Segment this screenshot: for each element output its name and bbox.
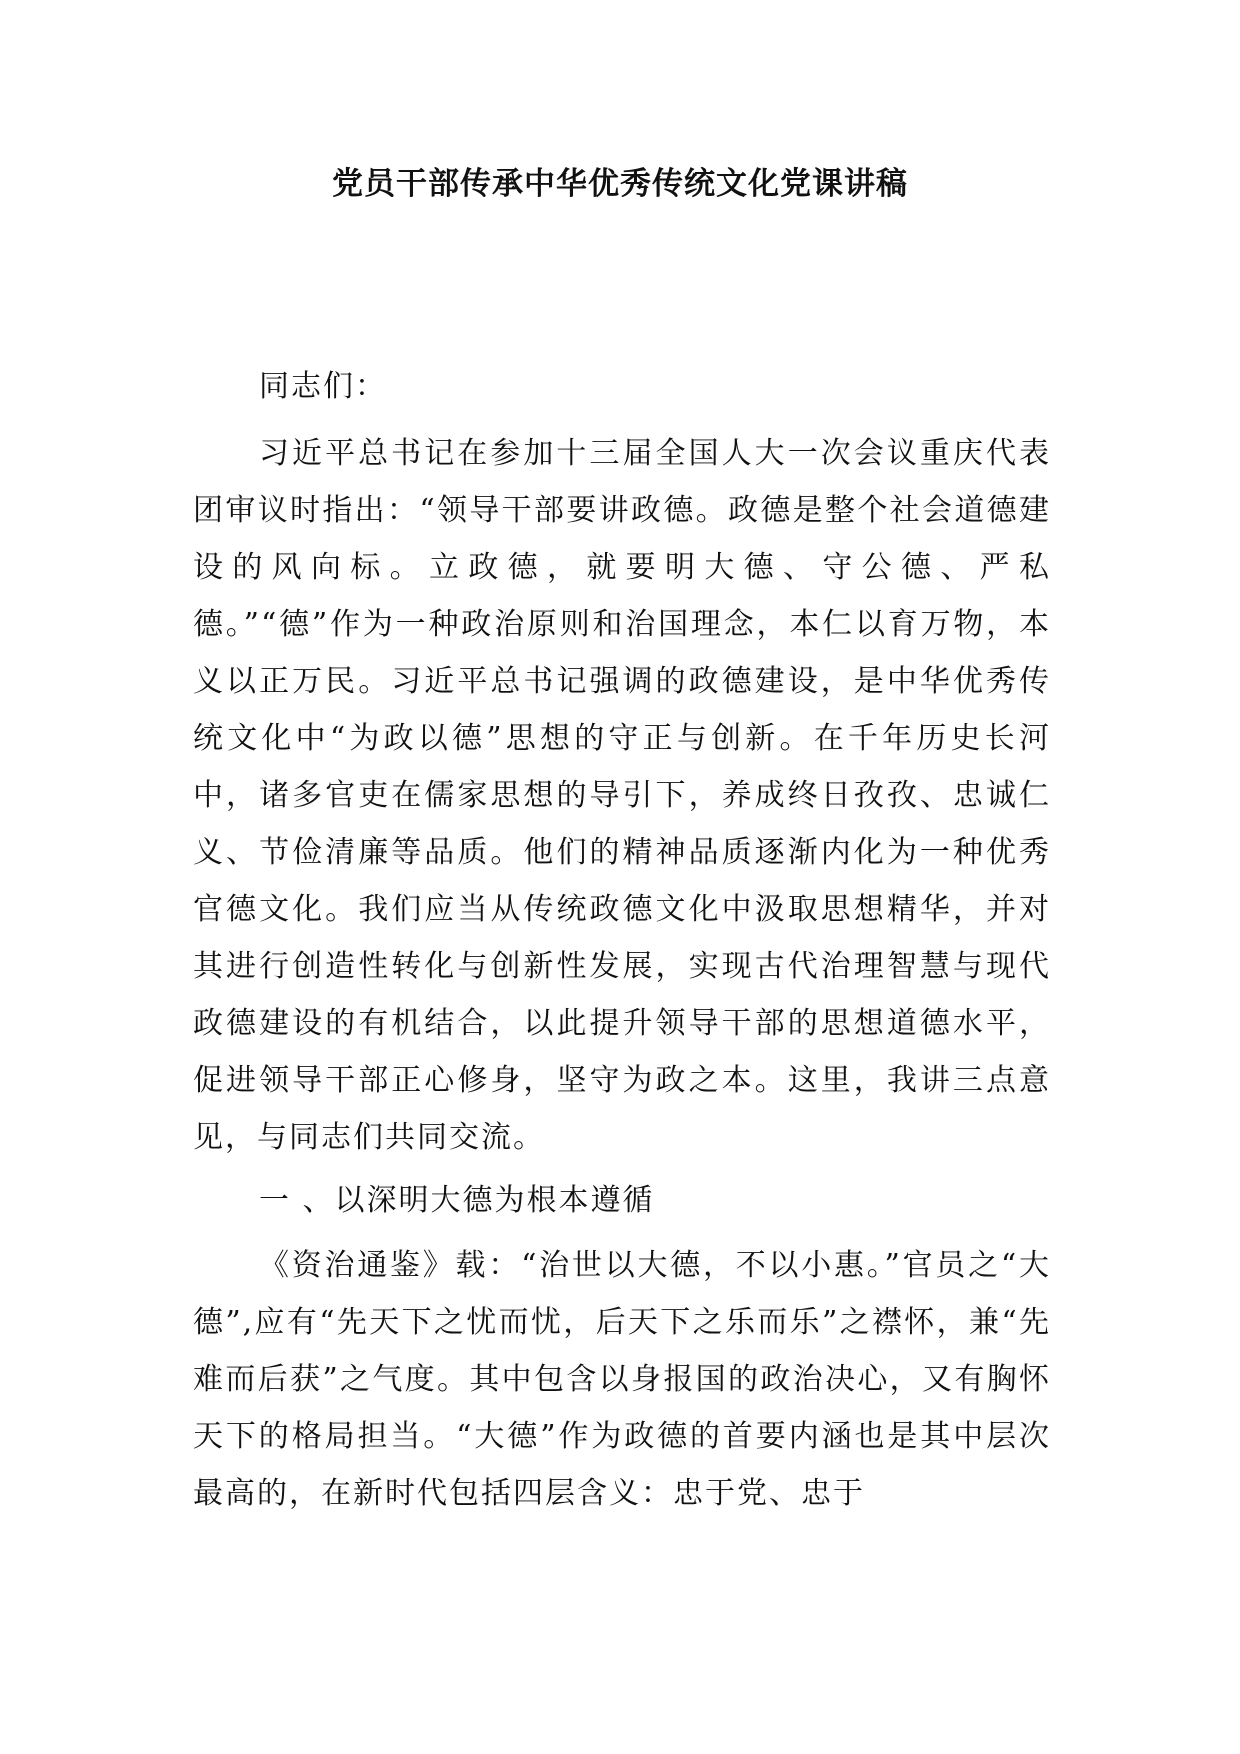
document-title: 党员干部传承中华优秀传统文化党课讲稿 — [332, 166, 908, 202]
document-body — [193, 358, 1051, 1522]
section-heading-1: 一 、以深明大德为根本遵循 — [259, 1183, 655, 1218]
paragraph-section-1: 《资治通鉴》载：“治世以大德，不以小惠。”官员之“大德”,应有“先天下之忧而忧，后天下之乐而乐”之襟怀，兼“先难而后获”之气度。其中包含以身报国的政治决心，又有胸怀天下的格局担当。“大德”作为政德的首要内涵也是其中层次最高的，在新时代包括四层含义：忠于党、忠于 — [193, 1248, 1051, 1511]
greeting: 同志们： — [259, 369, 387, 404]
paragraph-opening: 习近平总书记在参加十三届全国人大一次会议重庆代表团审议时指出：“领导干部要讲政德。政德是整个社会道德建设的风向标。立政德，就要明大德、守公德、严私德。”“德”作为一种政治原则和治国理念，本仁以育万物，本义以正万民。习近平总书记强调的政德建设，是中华优秀传统文化中“为政以德”思想的守正与创新。在千年历史长河中，诸多官吏在儒家思想的导引下，养成终日孜孜、忠诚仁义、节俭清廉等品质。他们的精神品质逐渐内化为一种优秀官德文化。我们应当从传统政德文化中汲取思想精华，并对其进行创造性转化与创新性发展，实现古代治理智慧与现代政德建设的有机结合，以此提升领导干部的思想道德水平，促进领导干部正心修身，坚守为政之本。这里，我讲三点意见，与同志们共同交流。 — [193, 436, 1051, 1155]
